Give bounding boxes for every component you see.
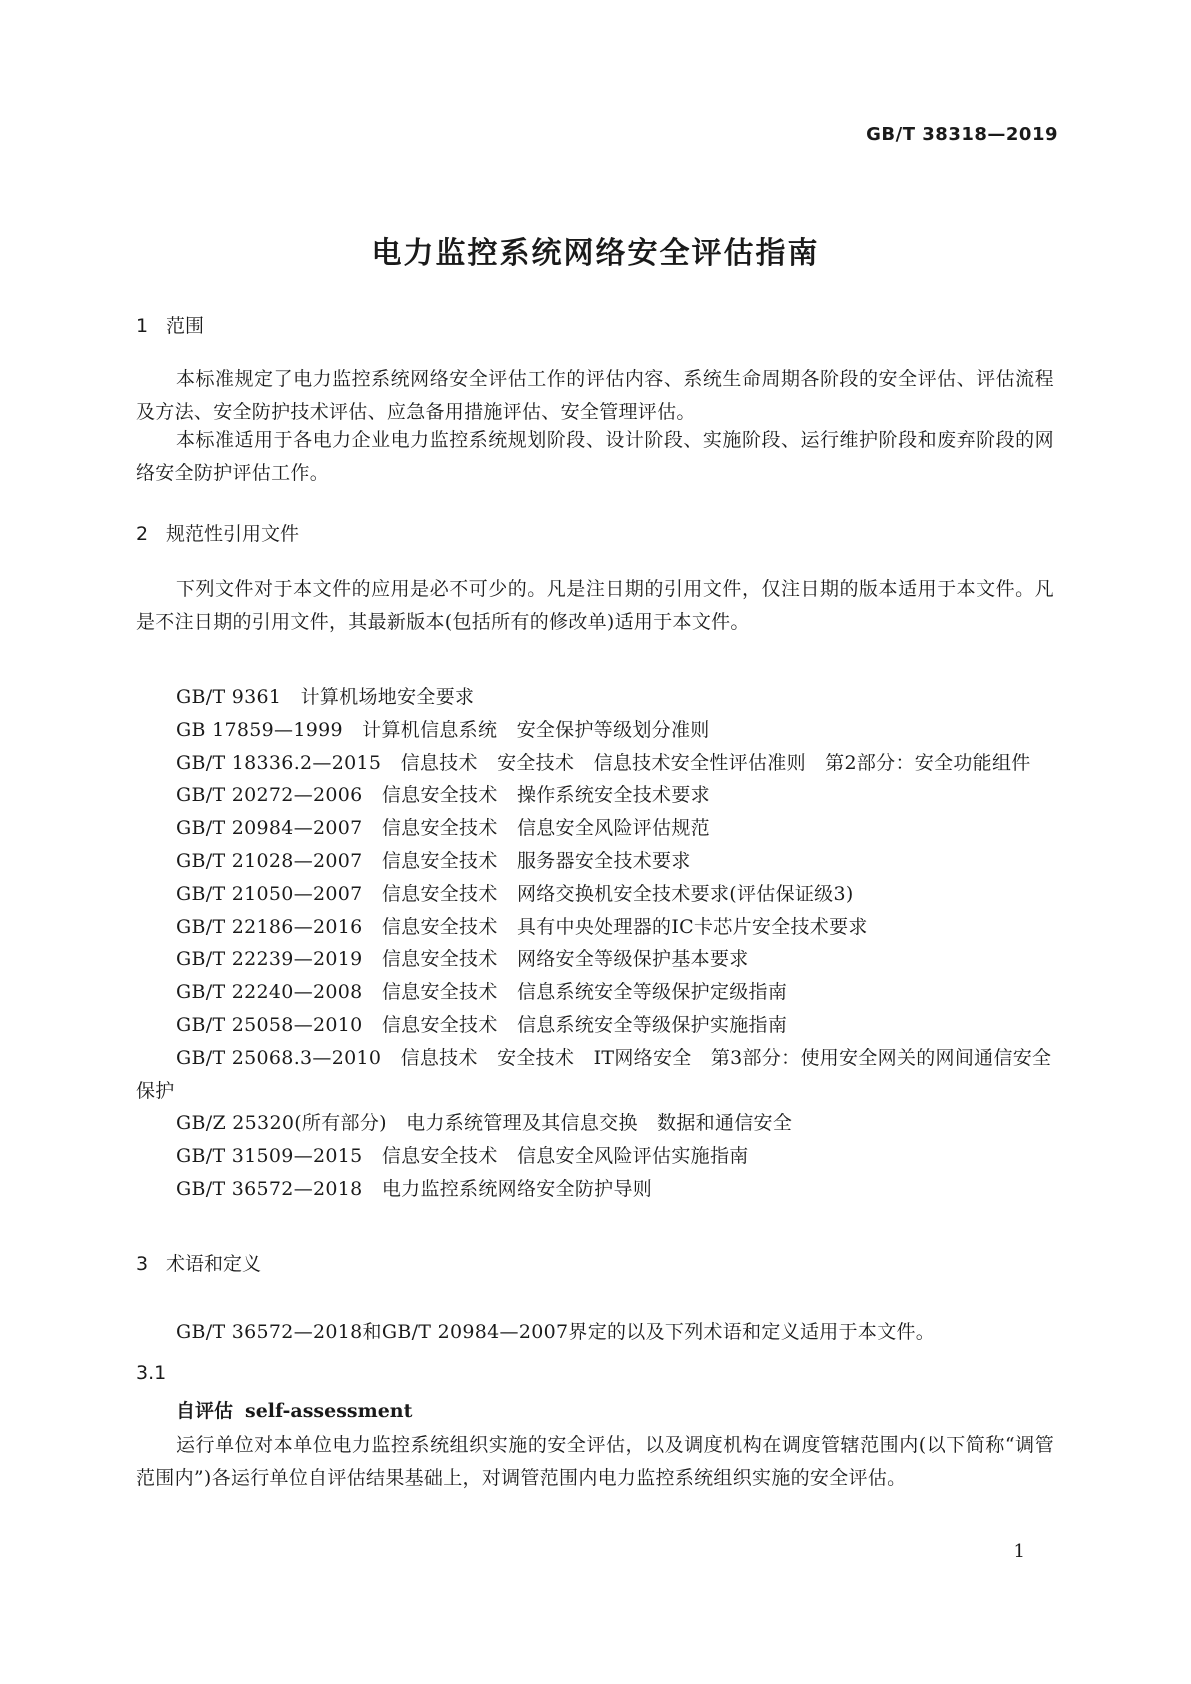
reference-item: GB/T 36572—2018 电力监控系统网络安全防护导则 <box>176 1177 653 1200</box>
section-1-number: 1 <box>136 315 149 337</box>
term-chinese: 自评估 <box>176 1400 234 1422</box>
standard-number: GB/T 38318—2019 <box>866 124 1058 145</box>
section-1-paragraph: 本标准适用于各电力企业电力监控系统规划阶段、设计阶段、实施阶段、运行维护阶段和废弃阶段的网络安全防护评估工作。 <box>136 429 1054 484</box>
reference-item: GB/T 21028—2007 信息安全技术 服务器安全技术要求 <box>176 849 691 872</box>
reference-item: GB/T 20272—2006 信息安全技术 操作系统安全技术要求 <box>176 784 710 807</box>
reference-item: GB/T 22186—2016 信息安全技术 具有中央处理器的IC卡芯片安全技术要求 <box>176 915 868 938</box>
section-2-intro: 下列文件对于本文件的应用是必不可少的。凡是注日期的引用文件，仅注日期的版本适用于本文件。凡是不注日期的引用文件，其最新版本(包括所有的修改单)适用于本文件。 <box>136 578 1054 633</box>
reference-item: GB/T 31509—2015 信息安全技术 信息安全风险评估实施指南 <box>176 1145 749 1168</box>
reference-item: GB/T 9361 计算机场地安全要求 <box>176 686 475 708</box>
section-1-paragraph: 本标准规定了电力监控系统网络安全评估工作的评估内容、系统生命周期各阶段的安全评估、评估流程及方法、安全防护技术评估、应急备用措施评估、安全管理评估。 <box>136 368 1054 423</box>
term-english: self-assessment <box>245 1400 413 1422</box>
section-2-heading <box>136 519 299 546</box>
reference-item: GB/T 21050—2007 信息安全技术 网络交换机安全技术要求(评估保证级3) <box>176 882 854 905</box>
term-heading <box>176 1396 412 1423</box>
section-1-heading <box>136 311 204 338</box>
section-2-number: 2 <box>136 523 149 545</box>
reference-item: GB/T 22239—2019 信息安全技术 网络安全等级保护基本要求 <box>176 948 749 971</box>
reference-item: GB/T 22240—2008 信息安全技术 信息系统安全等级保护定级指南 <box>176 981 788 1004</box>
section-3-title: 术语和定义 <box>166 1253 262 1275</box>
document-title: 电力监控系统网络安全评估指南 <box>371 236 820 271</box>
reference-item: GB/T 25058—2010 信息安全技术 信息系统安全等级保护实施指南 <box>176 1013 788 1036</box>
term-definition: 运行单位对本单位电力监控系统组织实施的安全评估，以及调度机构在调度管辖范围内(以下简称“调管范围内”)各运行单位自评估结果基础上，对调管范围内电力监控系统组织实施的安全评估。 <box>136 1434 1054 1489</box>
section-3-number: 3 <box>136 1253 149 1275</box>
reference-item: GB/T 18336.2—2015 信息技术 安全技术 信息技术安全性评估准则 第2部分：安全功能组件 <box>176 751 1031 774</box>
term-number: 3.1 <box>136 1362 167 1384</box>
reference-item: GB/Z 25320(所有部分) 电力系统管理及其信息交换 数据和通信安全 <box>176 1112 793 1135</box>
section-3-heading <box>136 1249 261 1276</box>
page-number: 1 <box>1013 1541 1025 1562</box>
reference-item: GB 17859—1999 计算机信息系统 安全保护等级划分准则 <box>176 718 710 741</box>
section-3-intro: GB/T 36572—2018和GB/T 20984—2007界定的以及下列术语和定义适用于本文件。 <box>176 1321 936 1343</box>
section-1-title: 范围 <box>166 315 205 337</box>
reference-item: GB/T 20984—2007 信息安全技术 信息安全风险评估规范 <box>176 817 710 840</box>
normative-references-list <box>136 681 1054 1206</box>
reference-item: GB/T 25068.3—2010 信息技术 安全技术 IT网络安全 第3部分：使用安全网关的网间通信安全保护 <box>136 1046 1052 1102</box>
section-2-title: 规范性引用文件 <box>166 523 300 545</box>
